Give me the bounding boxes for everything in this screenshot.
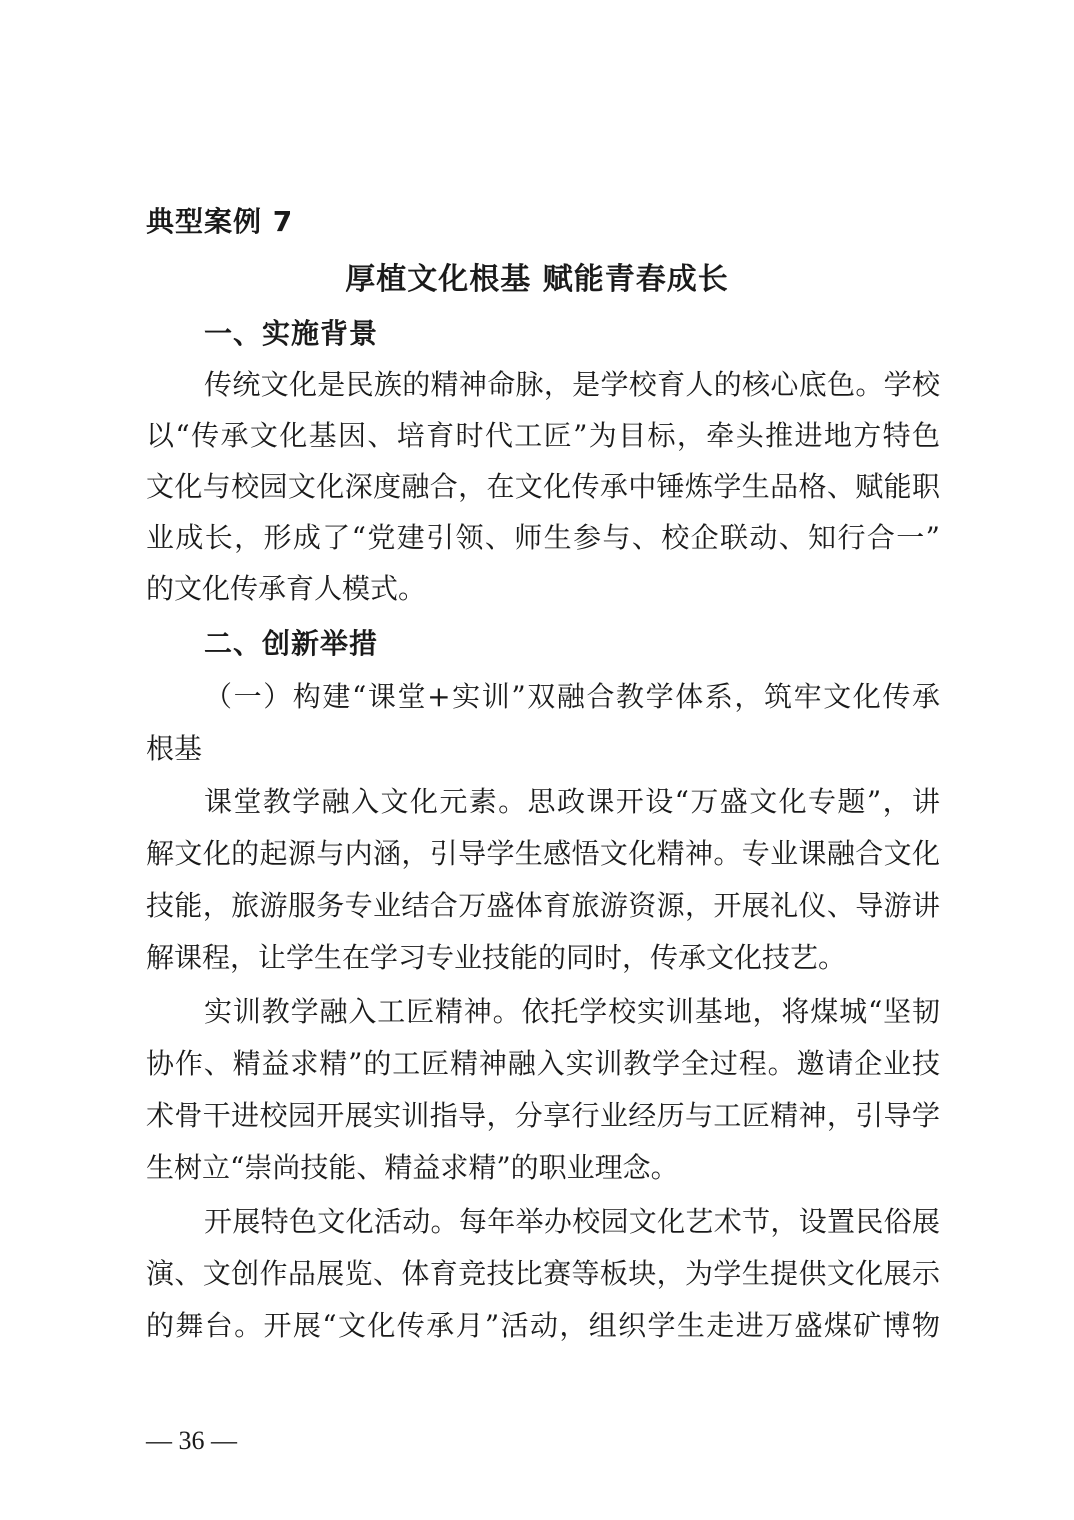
paragraph-line: 课堂教学融入文化元素。思政课开设“万盛文化专题”，讲 xyxy=(204,785,940,818)
paragraph-line: 传统文化是民族的精神命脉，是学校育人的核心底色。学校 xyxy=(204,368,940,401)
case-label: 典型案例 7 xyxy=(146,205,294,238)
paragraph-line: 生树立“崇尚技能、精益求精”的职业理念。 xyxy=(146,1151,679,1184)
paragraph-line: 文化与校园文化深度融合，在文化传承中锤炼学生品格、赋能职 xyxy=(146,470,940,503)
paragraph-line: 解课程，让学生在学习专业技能的同时，传承文化技艺。 xyxy=(146,941,847,974)
document-title: 厚植文化根基 赋能青春成长 xyxy=(345,262,729,297)
paragraph-line: 的文化传承育人模式。 xyxy=(146,572,427,605)
page-number: — 36 — xyxy=(146,1426,237,1455)
section-heading-measures: 二、创新举措 xyxy=(204,627,379,660)
paragraph-line: 业成长，形成了“党建引领、师生参与、校企联动、知行合一” xyxy=(146,521,940,554)
paragraph-line: 的舞台。开展“文化传承月”活动，组织学生走进万盛煤矿博物 xyxy=(146,1309,940,1342)
subheading-line: 根基 xyxy=(146,732,203,765)
section-heading-background: 一、实施背景 xyxy=(204,317,379,350)
subheading-line: （一）构建“课堂+实训”双融合教学体系，筑牢文化传承 xyxy=(204,680,940,713)
paragraph-line: 以“传承文化基因、培育时代工匠”为目标，牵头推进地方特色 xyxy=(146,419,940,452)
paragraph-line: 演、文创作品展览、体育竞技比赛等板块，为学生提供文化展示 xyxy=(146,1257,940,1290)
paragraph-line: 实训教学融入工匠精神。依托学校实训基地，将煤城“坚韧 xyxy=(204,995,940,1028)
paragraph-line: 开展特色文化活动。每年举办校园文化艺术节，设置民俗展 xyxy=(204,1205,940,1238)
paragraph-line: 协作、精益求精”的工匠精神融入实训教学全过程。邀请企业技 xyxy=(146,1047,940,1080)
paragraph-line: 解文化的起源与内涵，引导学生感悟文化精神。专业课融合文化 xyxy=(146,837,940,870)
paragraph-line: 术骨干进校园开展实训指导，分享行业经历与工匠精神，引导学 xyxy=(146,1099,940,1132)
paragraph-line: 技能，旅游服务专业结合万盛体育旅游资源，开展礼仪、导游讲 xyxy=(146,889,940,922)
